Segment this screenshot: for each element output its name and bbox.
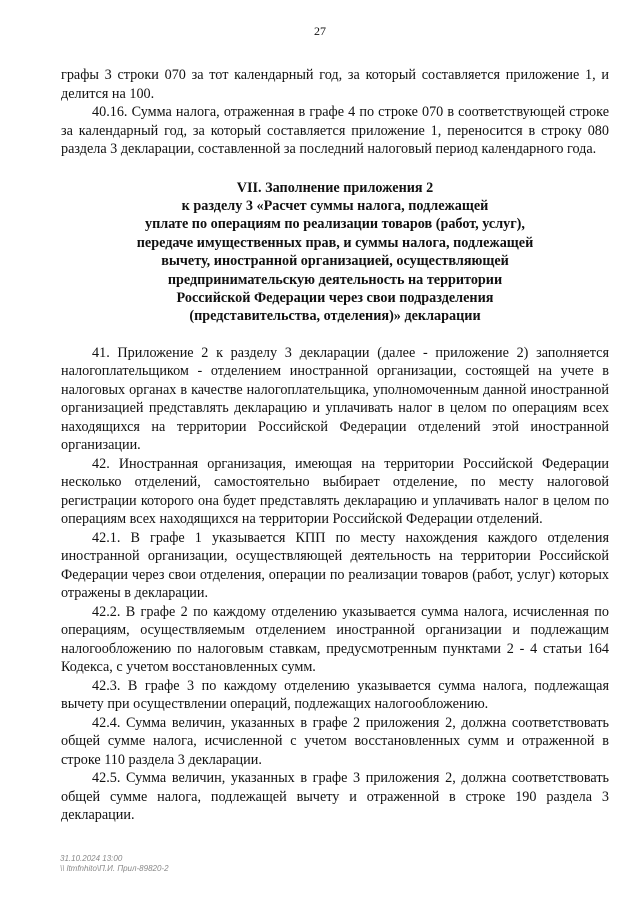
document-body: [61, 66, 609, 825]
document-footer: [60, 854, 169, 874]
heading-line: уплате по операциям по реализации товаров (работ, услуг),: [145, 216, 525, 233]
paragraph-42-3: 42.3. В графе 3 по каждому отделению указывается сумма налога, подлежащая вычету при осуществлении операций, подлежащих налогообложению.: [61, 677, 609, 713]
footer-timestamp: 31.10.2024 13:00: [60, 854, 123, 863]
paragraph-42-4: 42.4. Сумма величин, указанных в графе 2 приложения 2, должна соответствовать общей сумме налога, исчисленной с учетом восстановленных сумм и отраженной в строке 110 раздела 3 декларации.: [61, 714, 609, 768]
section-heading: [61, 179, 609, 326]
heading-line: предпринимательскую деятельность на территории: [167, 271, 503, 288]
heading-line: передаче имущественных прав, и суммы налога, подлежащей: [136, 234, 534, 251]
paragraph-42-2: 42.2. В графе 2 по каждому отделению указывается сумма налога, исчисленная по операциям, осуществляемым отделением иностранной организации и подлежащим налогообложению по налоговым ставкам, предусмотренным пунктами 2 - 4 статьи 164 Кодекса, с учетом восстановленных сумм.: [61, 603, 609, 676]
heading-line: (представительства, отделения)» декларации: [189, 308, 481, 325]
heading-line: VII. Заполнение приложения 2: [236, 179, 434, 196]
paragraph-42: 42. Иностранная организация, имеющая на территории Российской Федерации несколько отделений, самостоятельно выбирает отделение, по месту налоговой регистрации которого она будет представлять декларацию и уплачивать налог в целом по операциям всех находящихся на территории Российской Федерации отделений.: [61, 455, 609, 528]
paragraph-42-1: 42.1. В графе 1 указывается КПП по месту нахождения каждого отделения иностранной организации, осуществляющей деятельность на территории Российской Федерации через свои отделения, операции по реализации товаров (работ, услуг) которых отражены в декларации.: [61, 529, 609, 602]
heading-line: Российской Федерации через свои подразделения: [176, 289, 494, 306]
footer-file-path: \\ ltmfnhito\П.И. Прил-89820-2: [60, 864, 169, 873]
paragraph-41: 41. Приложение 2 к разделу 3 декларации (далее - приложение 2) заполняется налогоплательщиком - отделением иностранной организации, состоящей на учете в налоговых органах в качестве налогоплательщика, уполномоченным данной иностранной организацией представлять декларацию и уплачивать налог в целом по операциям всех находящихся на территории Российской Федерации отделений этой иностранной организации.: [61, 344, 609, 454]
paragraph-40-16: 40.16. Сумма налога, отраженная в графе 4 по строке 070 в соответствующей строке за календарный год, за который составляется приложение 1, переносится в строку 080 раздела 3 декларации, составленной за последний налоговый период календарного года.: [61, 104, 609, 157]
heading-line: вычету, иностранной организацией, осуществляющей: [161, 253, 509, 270]
page-number: 27: [314, 24, 326, 38]
heading-line: к разделу 3 «Расчет суммы налога, подлежащей: [181, 197, 489, 214]
paragraph-continuation: графы 3 строки 070 за тот календарный год, за который составляется приложение 1, и делится на 100.: [61, 67, 609, 102]
paragraph-42-5: 42.5. Сумма величин, указанных в графе 3 приложения 2, должна соответствовать общей сумме налога, подлежащей вычету и отраженной в строке 190 раздела 3 декларации.: [61, 770, 609, 824]
